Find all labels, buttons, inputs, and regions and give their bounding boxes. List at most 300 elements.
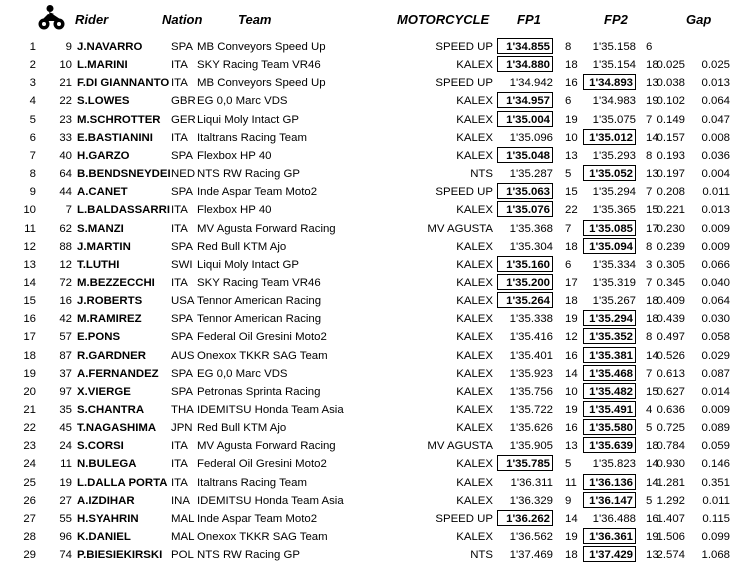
position: 25 — [23, 476, 36, 489]
position: 27 — [23, 512, 36, 525]
team-name: Red Bull KTM Ajo — [197, 422, 287, 435]
fp1-laps: 17 — [565, 276, 578, 289]
fp2-time: 1'35.823 — [592, 458, 636, 471]
nation: SPA — [171, 367, 193, 380]
fp1-time: 1'35.287 — [509, 168, 553, 181]
motorcycle: KALEX — [456, 95, 493, 108]
fp2-laps: 14 — [646, 458, 659, 471]
fp1-laps: 16 — [565, 349, 578, 362]
fp2-laps: 18 — [646, 313, 659, 326]
rider-name: H.GARZO — [77, 149, 130, 162]
motorcycle: KALEX — [456, 240, 493, 253]
motorcycle: KALEX — [456, 276, 493, 289]
fp1-time-best: 1'34.957 — [497, 92, 553, 108]
fp2-time-best: 1'35.491 — [583, 401, 636, 417]
nation: JPN — [171, 422, 193, 435]
fp1-laps: 8 — [565, 41, 572, 53]
fp1-time-best: 1'35.785 — [497, 455, 553, 471]
rider-number: 22 — [59, 95, 72, 108]
fp1-time: 1'35.401 — [509, 349, 553, 362]
motorcycle: KALEX — [456, 295, 493, 308]
gap-to-previous: 1.068 — [701, 549, 730, 562]
fp1-laps: 6 — [565, 95, 572, 108]
gap-to-first: 0.627 — [656, 385, 685, 398]
header-gap: Gap — [686, 12, 712, 27]
fp1-time: 1'35.368 — [509, 222, 553, 235]
nation: ITA — [171, 59, 188, 72]
fp1-time-best: 1'34.880 — [497, 56, 553, 72]
rider-name: M.BEZZECCHI — [77, 276, 155, 289]
rider-number: 23 — [59, 113, 72, 126]
fp2-laps: 8 — [646, 149, 653, 162]
gap-to-first: 0.197 — [656, 168, 685, 181]
rider-number: 40 — [59, 149, 72, 162]
fp1-time: 1'37.469 — [509, 549, 553, 562]
fp1-laps: 13 — [565, 149, 578, 162]
motorcycle: NTS — [470, 168, 493, 181]
fp1-time: 1'35.722 — [509, 404, 553, 416]
nation: ITA — [171, 440, 188, 453]
rider-name: N.BULEGA — [77, 458, 137, 471]
rider-number: 7 — [65, 204, 72, 217]
gap-to-first: 0.208 — [656, 186, 685, 199]
fp2-laps: 16 — [646, 512, 659, 525]
nation: INA — [171, 494, 190, 507]
nation: MAL — [171, 512, 195, 525]
fp2-time-best: 1'35.381 — [583, 347, 636, 363]
gap-to-previous: 0.014 — [701, 385, 730, 398]
rider-name: S.MANZI — [77, 222, 124, 235]
gap-to-first: 2.574 — [656, 549, 685, 562]
fp1-time: 1'35.756 — [509, 385, 553, 398]
fp1-time-best: 1'35.063 — [497, 183, 553, 199]
fp1-time: 1'35.338 — [509, 313, 553, 326]
nation: ITA — [171, 458, 188, 471]
fp2-laps: 18 — [646, 440, 659, 453]
gap-to-previous: 0.009 — [701, 404, 730, 416]
gap-to-first: 0.636 — [656, 404, 685, 416]
nation: SPA — [171, 240, 193, 253]
fp1-laps: 18 — [565, 549, 578, 562]
fp2-time: 1'35.293 — [592, 149, 636, 162]
rider-number: 87 — [59, 349, 72, 362]
header-fp2: FP2 — [604, 12, 628, 27]
team-name: IDEMITSU Honda Team Asia — [197, 404, 344, 416]
team-name: Petronas Sprinta Racing — [197, 385, 321, 398]
fp2-laps: 14 — [646, 349, 659, 362]
fp2-laps: 7 — [646, 186, 653, 199]
fp2-laps: 8 — [646, 331, 653, 344]
fp2-laps: 14 — [646, 131, 659, 144]
nation: USA — [171, 295, 195, 308]
fp2-laps: 3 — [646, 258, 653, 271]
nation: ITA — [171, 204, 188, 217]
motorcycle: KALEX — [456, 149, 493, 162]
team-name: MB Conveyors Speed Up — [197, 41, 326, 53]
team-name: Tennor American Racing — [197, 313, 322, 326]
rider-name: S.CHANTRA — [77, 404, 145, 416]
motorcycle: KALEX — [456, 494, 493, 507]
rider-number: 10 — [59, 59, 72, 72]
nation: SPA — [171, 186, 193, 199]
fp2-laps: 6 — [646, 41, 653, 53]
position: 19 — [23, 367, 36, 380]
fp2-laps: 13 — [646, 77, 659, 90]
gap-to-first: 0.526 — [656, 349, 685, 362]
gap-to-previous: 0.030 — [701, 313, 730, 326]
gap-to-first: 0.193 — [656, 149, 685, 162]
fp1-time-best: 1'35.048 — [497, 147, 553, 163]
position: 8 — [29, 168, 36, 181]
gap-to-first: 1.407 — [656, 512, 685, 525]
rider-name: K.DANIEL — [77, 531, 131, 544]
position: 9 — [29, 186, 36, 199]
fp1-time-best: 1'35.200 — [497, 274, 553, 290]
fp1-laps: 19 — [565, 404, 578, 416]
rider-number: 88 — [59, 240, 72, 253]
fp2-laps: 8 — [646, 240, 653, 253]
gap-to-first: 1.506 — [656, 531, 685, 544]
gap-to-previous: 0.351 — [701, 476, 730, 489]
fp1-time: 1'35.304 — [509, 240, 553, 253]
rider-name: A.IZDIHAR — [77, 494, 135, 507]
rider-name: P.BIESIEKIRSKI — [77, 549, 163, 562]
nation: GBR — [171, 95, 196, 108]
rider-number: 37 — [59, 367, 72, 380]
table-row — [0, 56, 745, 74]
motorcycle: KALEX — [456, 458, 493, 471]
rider-number: 74 — [59, 549, 72, 562]
fp1-laps: 14 — [565, 512, 578, 525]
rider-name: E.BASTIANINI — [77, 131, 153, 144]
position: 2 — [29, 59, 36, 72]
position: 3 — [29, 77, 36, 90]
table-row — [0, 383, 745, 401]
gap-to-first: 1.292 — [656, 494, 685, 507]
team-name: Italtrans Racing Team — [197, 476, 307, 489]
fp1-time: 1'35.905 — [509, 440, 553, 453]
fp1-time-best: 1'34.855 — [497, 38, 553, 54]
team-name: Federal Oil Gresini Moto2 — [197, 331, 327, 344]
fp2-time-best: 1'35.580 — [583, 419, 636, 435]
team-name: SKY Racing Team VR46 — [197, 59, 321, 72]
rider-name: F.DI GIANNANTO — [77, 77, 170, 90]
nation: SPA — [171, 149, 193, 162]
fp2-time-best: 1'35.052 — [583, 165, 636, 181]
motorcycle: MV AGUSTA — [427, 440, 493, 453]
rider-name: L.BALDASSARRI — [77, 204, 171, 217]
gap-to-previous: 0.040 — [701, 276, 730, 289]
motorcycle: SPEED UP — [435, 512, 493, 525]
gap-to-first: 0.497 — [656, 331, 685, 344]
header-motorcycle: MOTORCYCLE — [397, 12, 490, 27]
fp2-time: 1'34.983 — [592, 95, 636, 108]
rider-name: J.ROBERTS — [77, 295, 143, 308]
rider-name: H.SYAHRIN — [77, 512, 139, 525]
header-fp1: FP1 — [517, 12, 541, 27]
fp2-laps: 7 — [646, 367, 653, 380]
table-row — [0, 401, 745, 419]
nation: SPA — [171, 331, 193, 344]
nation: GER — [171, 113, 196, 126]
gap-to-previous: 0.011 — [702, 186, 730, 199]
fp2-laps: 13 — [646, 168, 659, 181]
position: 1 — [29, 41, 36, 53]
rider-name: E.PONS — [77, 331, 121, 344]
fp1-time: 1'35.096 — [509, 131, 553, 144]
rider-number: 27 — [59, 494, 72, 507]
rider-number: 19 — [59, 476, 72, 489]
rider-number: 62 — [59, 222, 72, 235]
rider-name: S.CORSI — [77, 440, 124, 453]
fp2-time: 1'35.334 — [592, 258, 636, 271]
position: 4 — [29, 95, 36, 108]
fp2-time: 1'35.158 — [592, 41, 636, 53]
gap-to-previous: 0.036 — [701, 149, 730, 162]
motorcycle: KALEX — [456, 349, 493, 362]
fp2-laps: 7 — [646, 276, 653, 289]
gap-to-first: 0.230 — [656, 222, 685, 235]
gap-to-first: 0.439 — [656, 313, 685, 326]
position: 5 — [29, 113, 36, 126]
fp1-laps: 12 — [565, 331, 578, 344]
position: 7 — [29, 149, 36, 162]
fp1-laps: 15 — [565, 186, 578, 199]
rider-number: 33 — [59, 131, 72, 144]
nation: AUS — [171, 349, 195, 362]
fp2-time: 1'35.319 — [592, 276, 636, 289]
header-team: Team — [238, 12, 272, 27]
team-name: MV Agusta Forward Racing — [197, 222, 336, 235]
gap-to-previous: 0.146 — [701, 458, 730, 471]
fp2-time-best: 1'36.361 — [583, 528, 636, 544]
rider-number: 11 — [60, 458, 72, 471]
gap-to-previous: 0.058 — [701, 331, 730, 344]
fp2-time-best: 1'35.094 — [583, 238, 636, 254]
fp2-time-best: 1'34.893 — [583, 74, 636, 90]
table-row — [0, 546, 745, 564]
nation: SPA — [171, 41, 193, 53]
fp1-laps: 18 — [565, 240, 578, 253]
table-row — [0, 220, 745, 238]
rider-name: S.LOWES — [77, 95, 130, 108]
fp2-time-best: 1'35.482 — [583, 383, 636, 399]
table-row — [0, 437, 745, 455]
fp1-laps: 5 — [565, 458, 572, 471]
gap-to-previous: 0.004 — [701, 168, 730, 181]
fp2-time: 1'35.075 — [592, 113, 636, 126]
fp1-time: 1'36.562 — [509, 531, 553, 544]
position: 14 — [23, 276, 36, 289]
fp1-laps: 16 — [565, 422, 578, 435]
fp2-laps: 14 — [646, 476, 659, 489]
rider-name: R.GARDNER — [77, 349, 146, 362]
rider-number: 96 — [59, 531, 72, 544]
gap-to-previous: 0.047 — [701, 113, 730, 126]
motorcycle-rider-logo-icon — [36, 4, 66, 30]
motorcycle: KALEX — [456, 531, 493, 544]
fp1-laps: 18 — [565, 59, 578, 72]
team-name: Federal Oil Gresini Moto2 — [197, 458, 327, 471]
team-name: Onexox TKKR SAG Team — [197, 349, 328, 362]
nation: SPA — [171, 313, 193, 326]
rider-name: J.NAVARRO — [77, 41, 143, 53]
gap-to-previous: 0.009 — [701, 222, 730, 235]
fp1-laps: 10 — [565, 385, 578, 398]
fp1-laps: 22 — [565, 204, 578, 217]
position: 28 — [23, 531, 36, 544]
motorcycle: NTS — [470, 549, 493, 562]
motorcycle: SPEED UP — [435, 77, 493, 90]
fp1-laps: 7 — [565, 222, 572, 235]
team-name: Flexbox HP 40 — [197, 204, 272, 217]
team-name: NTS RW Racing GP — [197, 168, 300, 181]
team-name: EG 0,0 Marc VDS — [197, 95, 288, 108]
rider-number: 42 — [59, 313, 72, 326]
motorcycle: KALEX — [456, 59, 493, 72]
fp1-laps: 14 — [565, 367, 578, 380]
fp2-time-best: 1'35.294 — [583, 310, 636, 326]
motorcycle: KALEX — [456, 385, 493, 398]
gap-to-first: 0.725 — [656, 422, 685, 435]
nation: POL — [171, 549, 194, 562]
gap-to-previous: 0.099 — [701, 531, 730, 544]
fp1-time-best: 1'35.004 — [497, 111, 553, 127]
gap-to-previous: 0.008 — [701, 131, 730, 144]
fp1-laps: 13 — [565, 440, 578, 453]
table-row — [0, 492, 745, 510]
position: 6 — [29, 131, 36, 144]
fp2-time-best: 1'37.429 — [583, 546, 636, 562]
rider-name: M.SCHROTTER — [77, 113, 161, 126]
fp1-time: 1'36.329 — [509, 494, 553, 507]
fp1-laps: 19 — [565, 113, 578, 126]
gap-to-first: 0.409 — [656, 295, 685, 308]
fp2-time: 1'35.154 — [592, 59, 636, 72]
gap-to-previous: 0.009 — [701, 240, 730, 253]
fp2-laps: 4 — [646, 404, 653, 416]
fp2-time-best: 1'36.147 — [583, 492, 636, 508]
table-row — [0, 528, 745, 546]
motorcycle: KALEX — [456, 476, 493, 489]
gap-to-first: 1.281 — [656, 476, 685, 489]
team-name: EG 0,0 Marc VDS — [197, 367, 288, 380]
fp2-time: 1'35.267 — [592, 295, 636, 308]
rider-name: T.NAGASHIMA — [77, 422, 157, 435]
table-row — [0, 310, 745, 328]
position: 17 — [23, 331, 36, 344]
position: 26 — [23, 494, 36, 507]
position: 22 — [23, 422, 36, 435]
table-row — [0, 347, 745, 365]
position: 20 — [23, 385, 36, 398]
gap-to-first: 0.784 — [656, 440, 685, 453]
fp2-laps: 15 — [646, 204, 659, 217]
motorcycle: KALEX — [456, 422, 493, 435]
fp1-time: 1'35.416 — [509, 331, 553, 344]
team-name: NTS RW Racing GP — [197, 549, 300, 562]
nation: SPA — [171, 385, 193, 398]
header-rider: Rider — [75, 12, 109, 27]
rider-name: M.RAMIREZ — [77, 313, 142, 326]
team-name: Tennor American Racing — [197, 295, 322, 308]
fp2-laps: 5 — [646, 422, 653, 435]
gap-to-previous: 0.029 — [701, 349, 730, 362]
rider-number: 44 — [59, 186, 72, 199]
team-name: Onexox TKKR SAG Team — [197, 531, 328, 544]
fp1-laps: 6 — [565, 258, 572, 271]
gap-to-first: 0.613 — [656, 367, 685, 380]
gap-to-first: 0.157 — [656, 131, 685, 144]
position: 23 — [23, 440, 36, 453]
fp2-time-best: 1'36.136 — [583, 474, 636, 490]
position: 11 — [24, 222, 36, 235]
fp1-laps: 9 — [565, 494, 572, 507]
position: 21 — [23, 404, 36, 416]
position: 29 — [23, 549, 36, 562]
table-row — [0, 328, 745, 346]
rider-number: 64 — [59, 168, 72, 181]
position: 15 — [23, 295, 36, 308]
fp1-laps: 10 — [565, 131, 578, 144]
rider-number: 16 — [59, 295, 72, 308]
table-row — [0, 183, 745, 201]
table-row — [0, 510, 745, 528]
rider-name: B.BENDSNEYDEI — [77, 168, 171, 181]
fp2-laps: 19 — [646, 95, 659, 108]
gap-to-previous: 0.025 — [701, 59, 730, 72]
fp2-time: 1'36.488 — [592, 512, 636, 525]
nation: NED — [171, 168, 196, 181]
rider-number: 57 — [59, 331, 72, 344]
rider-number: 72 — [59, 276, 72, 289]
rider-name: A.CANET — [77, 186, 128, 199]
nation: ITA — [171, 476, 188, 489]
fp1-laps: 19 — [565, 313, 578, 326]
gap-to-previous: 0.013 — [701, 204, 730, 217]
fp2-laps: 15 — [646, 385, 659, 398]
fp2-laps: 18 — [646, 295, 659, 308]
table-row — [0, 111, 745, 129]
rider-number: 24 — [59, 440, 72, 453]
rider-number: 55 — [59, 512, 72, 525]
table-row — [0, 147, 745, 165]
fp1-time-best: 1'35.076 — [497, 201, 553, 217]
motorcycle: KALEX — [456, 367, 493, 380]
table-row — [0, 201, 745, 219]
motorcycle: KALEX — [456, 331, 493, 344]
motorcycle: KALEX — [456, 131, 493, 144]
gap-to-first: 0.930 — [656, 458, 685, 471]
nation: SWI — [171, 258, 193, 271]
rider-name: X.VIERGE — [77, 385, 131, 398]
motorcycle: KALEX — [456, 258, 493, 271]
position: 18 — [23, 349, 36, 362]
team-name: SKY Racing Team VR46 — [197, 276, 321, 289]
fp1-time-best: 1'36.262 — [497, 510, 553, 526]
fp2-laps: 13 — [646, 549, 659, 562]
fp2-laps: 18 — [646, 59, 659, 72]
position: 10 — [23, 204, 36, 217]
nation: ITA — [171, 77, 188, 90]
motorcycle: KALEX — [456, 204, 493, 217]
rider-number: 97 — [59, 385, 72, 398]
gap-to-first: 0.149 — [656, 113, 685, 126]
fp1-time: 1'34.942 — [509, 77, 553, 90]
fp2-laps: 5 — [646, 494, 653, 507]
team-name: MV Agusta Forward Racing — [197, 440, 336, 453]
rider-name: L.MARINI — [77, 59, 128, 72]
